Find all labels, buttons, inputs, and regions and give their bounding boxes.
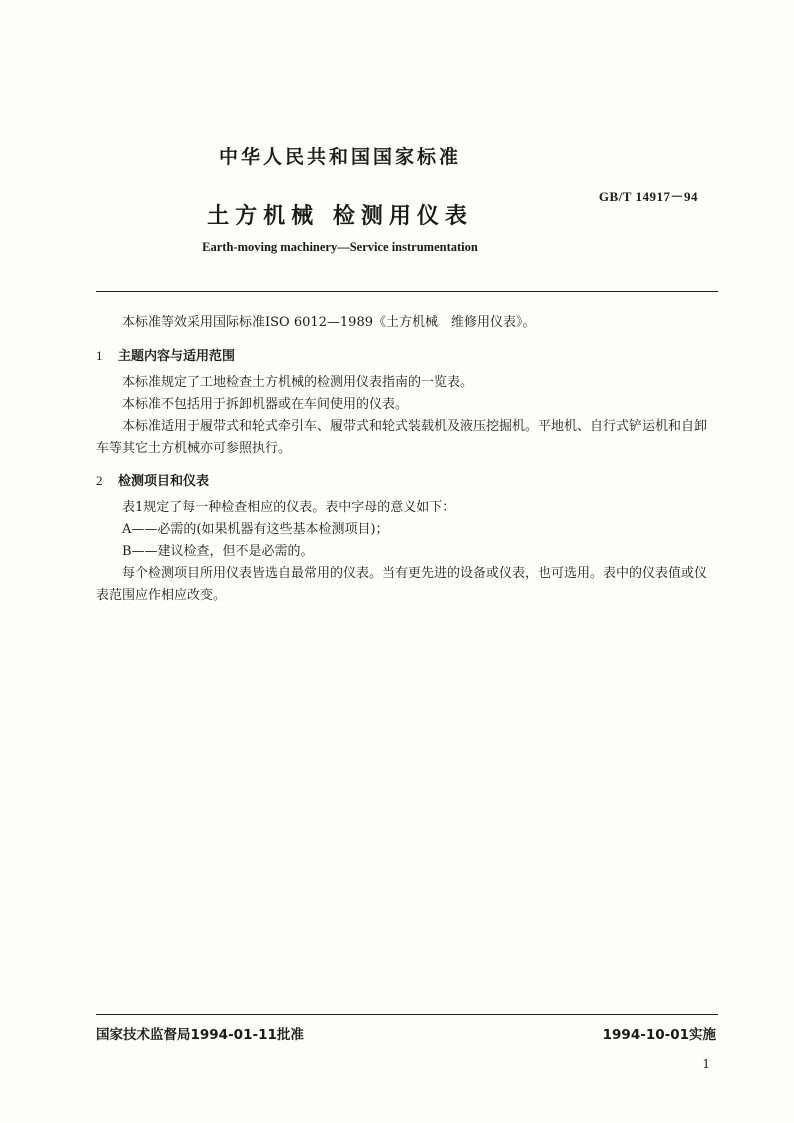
paragraph: 本标准适用于履带式和轮式牵引车、履带式和轮式装载机及液压挖掘机。平地机、自行式铲运机和自卸车等其它土方机械亦可参照执行。 xyxy=(96,419,708,456)
section-2-body xyxy=(96,497,718,607)
header-divider xyxy=(96,291,718,292)
paragraph: 本标准规定了工地检查土方机械的检测用仪表指南的一览表。 xyxy=(122,375,474,390)
national-standard-heading: 中华人民共和国国家标准 xyxy=(218,146,461,168)
paragraph: 每个检测项目所用仪表皆选自最常用的仪表。当有更先进的设备或仪表，也可选用。表中的仪表值或仪表范围应作相应改变。 xyxy=(96,566,708,603)
paragraph: A——必需的(如果机器有这些基本检测项目)； xyxy=(122,522,389,537)
standard-number: GB/T 14917－94 xyxy=(598,189,698,204)
footer-divider xyxy=(96,1014,718,1015)
section-title: 主题内容与适用范围 xyxy=(118,349,236,364)
section-1-heading xyxy=(96,345,235,364)
section-number: 1 xyxy=(96,348,103,363)
section-title: 检测项目和仪表 xyxy=(118,474,210,489)
paragraph: B——建议检查，但不是必需的。 xyxy=(122,544,314,559)
paragraph: 本标准不包括用于拆卸机器或在车间使用的仪表。 xyxy=(122,397,409,412)
document-title: 土方机械 检测用仪表 xyxy=(207,204,473,229)
implementation-date: 1994-10-01实施 xyxy=(602,1027,716,1043)
intro-text: 本标准等效采用国际标准ISO 6012—1989《土方机械 维修用仪表》。 xyxy=(122,315,536,330)
intro-paragraph xyxy=(96,312,718,334)
document-title-english: Earth-moving machinery—Service instrumentation xyxy=(202,240,478,254)
page-number: 1 xyxy=(702,1057,710,1071)
section-number: 2 xyxy=(96,473,103,488)
section-1-body xyxy=(96,372,718,460)
approval-line: 国家技术监督局1994-01-11批准 xyxy=(96,1027,304,1043)
paragraph: 表1规定了每一种检查相应的仪表。表中字母的意义如下： xyxy=(122,500,456,515)
section-2-heading xyxy=(96,470,209,489)
